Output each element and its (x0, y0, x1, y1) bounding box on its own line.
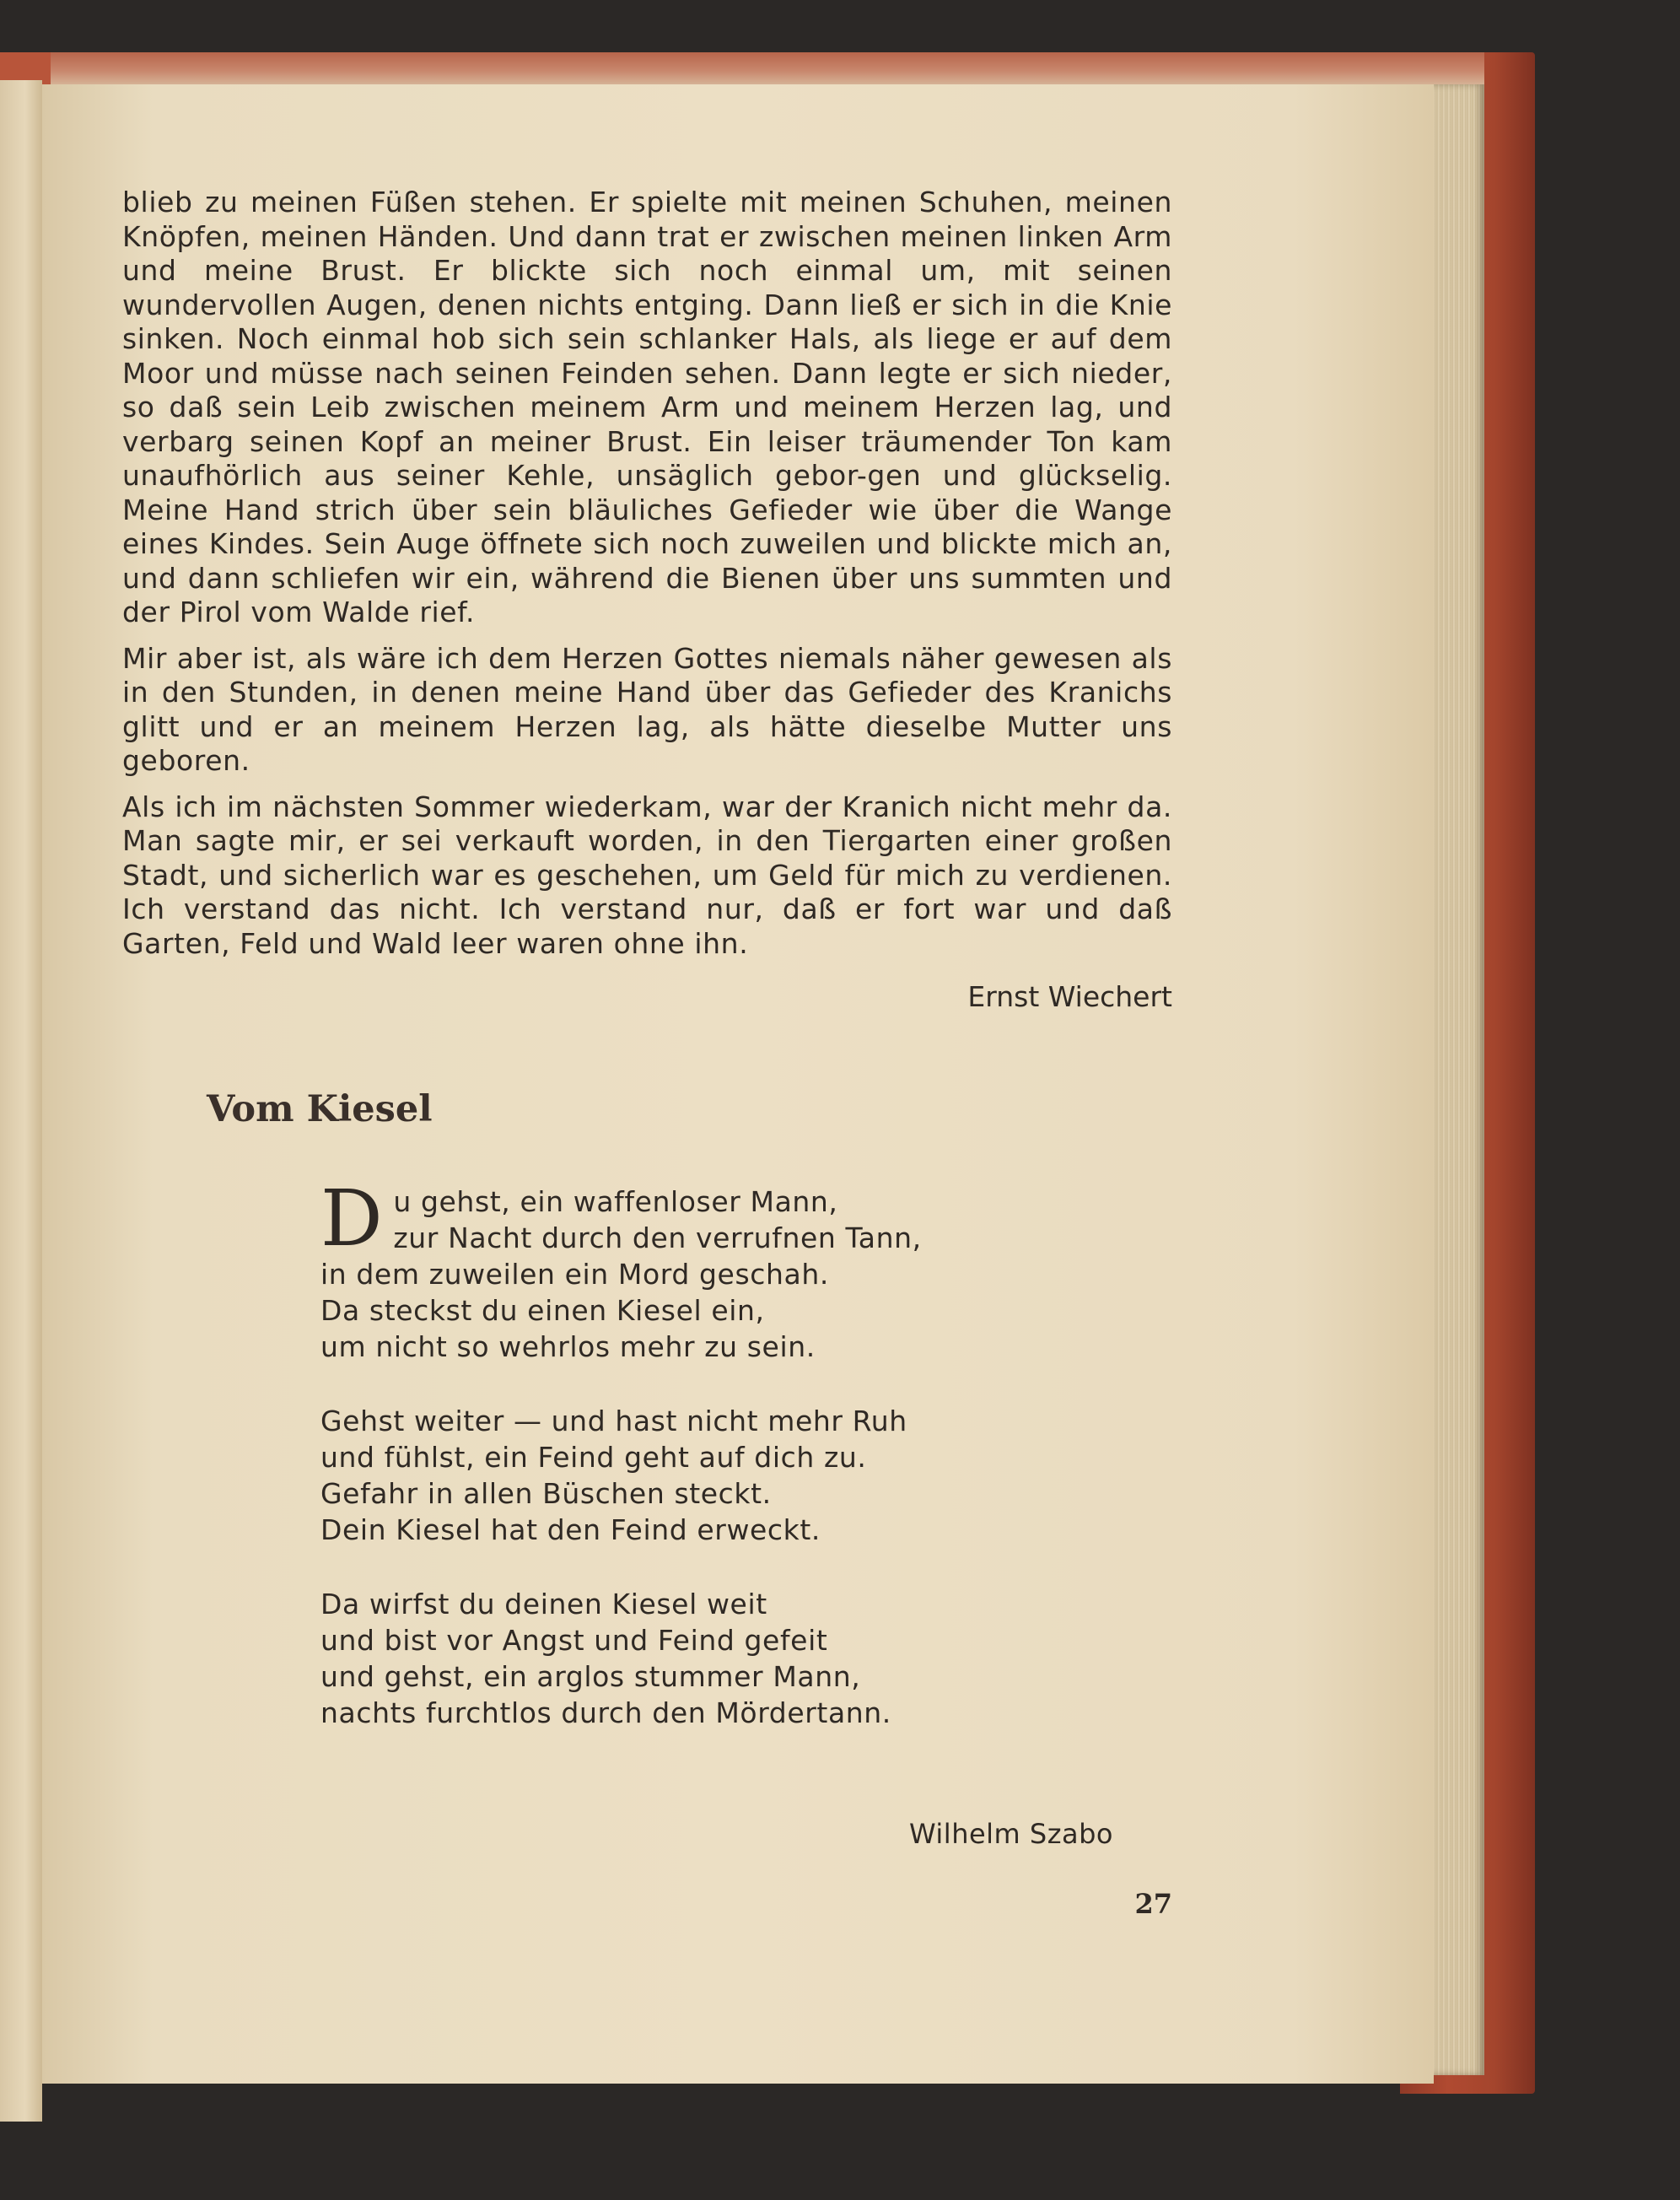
poem-author: Wilhelm Szabo (908, 1818, 1113, 1850)
poem-line: um nicht so wehrlos mehr zu sein. (320, 1330, 816, 1363)
poem (320, 1173, 995, 1769)
poem-title: Vom Kiesel (207, 1088, 433, 1130)
poem-line: Da wirfst du deinen Kiesel weit (320, 1588, 767, 1620)
poem-stanza-3 (320, 1586, 995, 1731)
paragraph-2: Mir aber ist, als wäre ich dem Herzen Gottes niemals näher gewesen als in den Stunden, in denen meine Hand über das Gefieder des Kranichs glitt und er an meinem Herzen lag, als hätte dieselbe Mutter uns geboren. (122, 641, 1172, 777)
cover-top-edge (51, 52, 1484, 86)
poem-stanza-1 (320, 1173, 995, 1365)
poem-line: und gehst, ein arglos stummer Mann, (320, 1660, 861, 1693)
drop-cap: D (320, 1173, 384, 1264)
paragraph-3: Als ich im nächsten Sommer wiederkam, war der Kranich nicht mehr da. Man sagte mir, er sei verkauft worden, in den Tiergarten einer großen Stadt, und sicherlich war es geschehen, um Geld für mich zu verdienen. Ich verstand das nicht. Ich verstand nur, daß er fort war und daß Garten, Feld und Wald leer waren ohne ihn. (122, 790, 1172, 960)
poem-line: Dein Kiesel hat den Feind erweckt. (320, 1513, 821, 1546)
prose-text (122, 186, 1172, 973)
poem-line: und fühlst, ein Feind geht auf dich zu. (320, 1441, 867, 1474)
poem-line: u gehst, ein waffenloser Mann, (393, 1185, 838, 1218)
page-block-edges (1425, 84, 1484, 2075)
poem-line: Gehst weiter — und hast nicht mehr Ruh (320, 1405, 907, 1437)
poem-line: nachts furchtlos durch den Mördertann. (320, 1696, 891, 1729)
poem-stanza-2 (320, 1403, 995, 1548)
page-number: 27 (1134, 1888, 1172, 1920)
facing-page-edge (0, 80, 42, 2122)
poem-line: Da steckst du einen Kiesel ein, (320, 1294, 765, 1327)
poem-line: und bist vor Angst und Feind gefeit (320, 1624, 828, 1657)
poem-line: in dem zuweilen ein Mord geschah. (320, 1258, 829, 1291)
poem-line: Gefahr in allen Büschen steckt. (320, 1477, 772, 1510)
prose-author: Ernst Wiechert (967, 980, 1172, 1013)
paragraph-1: blieb zu meinen Füßen stehen. Er spielte mit meinen Schuhen, meinen Knöpfen, meinen Händen. Und dann trat er zwischen meinen linken Arm und meine Brust. Er blickte sich noch einmal um, mit seinen wundervollen Augen, denen nichts entging. Dann ließ er sich in die Knie sinken. Noch einmal hob sich sein schlanker Hals, als liege er auf dem Moor und müsse nach seinen Feinden sehen. Dann legte er sich nieder, so daß sein Leib zwischen meinem Arm und meinem Herzen lag, und verbarg seinen Kopf an meiner Brust. Ein leiser träumender Ton kam unaufhörlich aus seiner Kehle, unsäglich gebor-gen und glückselig. Meine Hand strich über sein bläuliches Gefieder wie über die Wange eines Kindes. Sein Auge öffnete sich noch zuweilen und blickte mich an, und dann schliefen wir ein, während die Bienen über uns summten und der Pirol vom Walde rief. (122, 186, 1172, 628)
poem-line: zur Nacht durch den verrufnen Tann, (393, 1221, 922, 1254)
